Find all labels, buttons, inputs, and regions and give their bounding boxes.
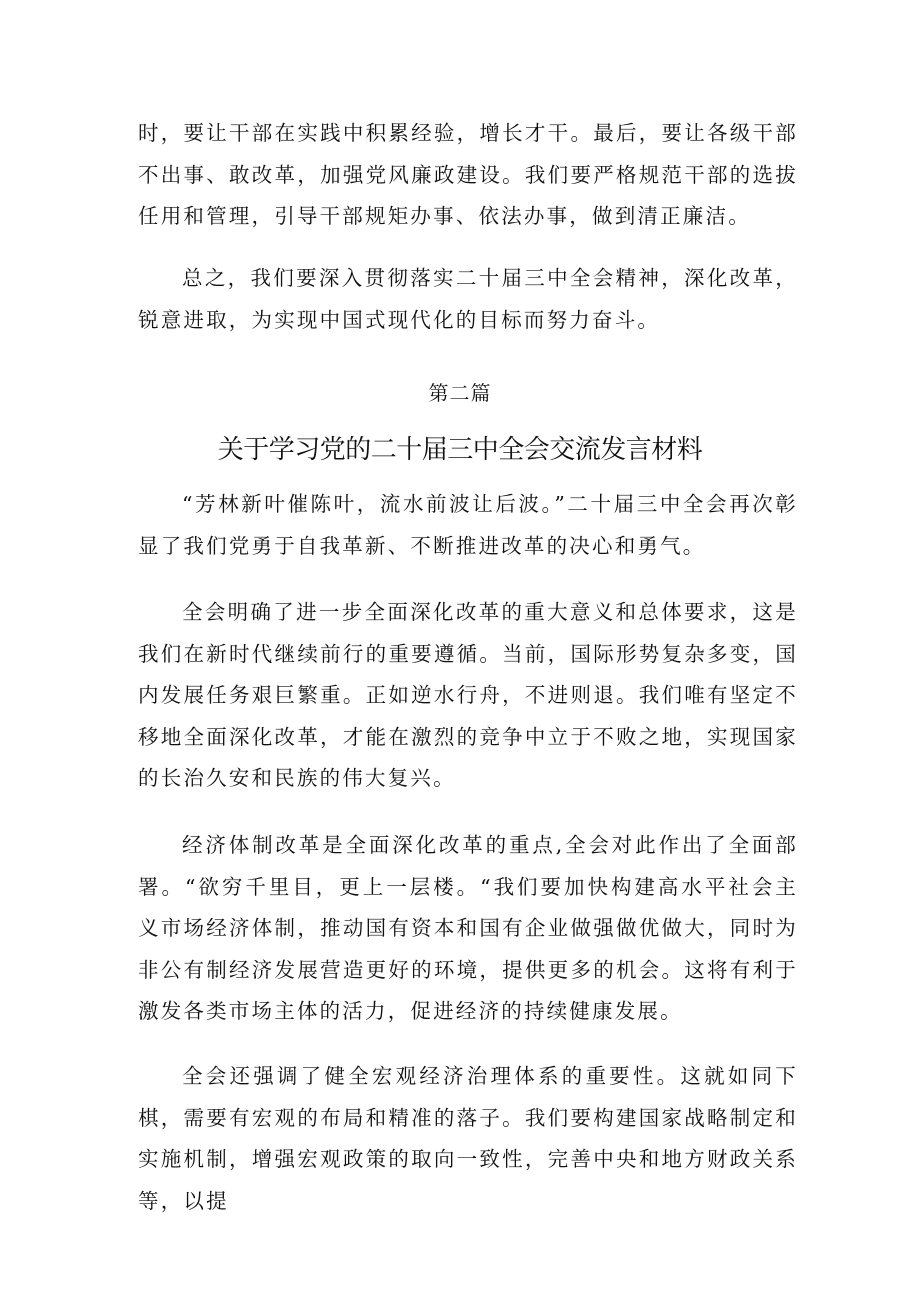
document-title: 关于学习党的二十届三中全会交流发言材料 — [217, 435, 703, 465]
paragraph-1: 时，要让干部在实践中积累经验，增长才干。最后，要让各级干部不出事、敢改革，加强党风廉政建设。我们要严格规范干部的选拔任用和管理，引导干部规矩办事、依法办事，做到清正廉洁。 — [138, 121, 798, 228]
paragraph-3: “芳林新叶催陈叶，流水前波让后波。”二十届三中全会再次彰显了我们党勇于自我革新、不断推进改革的决心和勇气。 — [138, 492, 798, 558]
paragraph-2: 总之，我们要深入贯彻落实二十届三中全会精神，深化改革，锐意进取，为实现中国式现代化的目标而努力奋斗。 — [138, 266, 798, 332]
paragraph-6: 全会还强调了健全宏观经济治理体系的重要性。这就如同下棋，需要有宏观的布局和精准的落子。我们要构建国家战略制定和实施机制，增强宏观政策的取向一致性，完善中央和地方财政关系等，以提 — [138, 1064, 798, 1213]
paragraph-4: 全会明确了进一步全面深化改革的重大意义和总体要求，这是我们在新时代继续前行的重要遵循。当前，国际形势复杂多变，国内发展任务艰巨繁重。正如逆水行舟，不进则退。我们唯有坚定不移地全面深化改革，才能在激烈的竞争中立于不败之地，实现国家的长治久安和民族的伟大复兴。 — [138, 600, 798, 790]
paragraph-5: 经济体制改革是全面深化改革的重点,全会对此作出了全面部署。“欲穷千里目，更上一层楼。“我们要加快构建高水平社会主义市场经济体制，推动国有资本和国有企业做强做优做大，同时为非公有制经济发展营造更好的环境，提供更多的机会。这将有利于激发各类市场主体的活力，促进经济的持续健康发展。 — [138, 833, 798, 1023]
section-label: 第二篇 — [428, 381, 492, 405]
